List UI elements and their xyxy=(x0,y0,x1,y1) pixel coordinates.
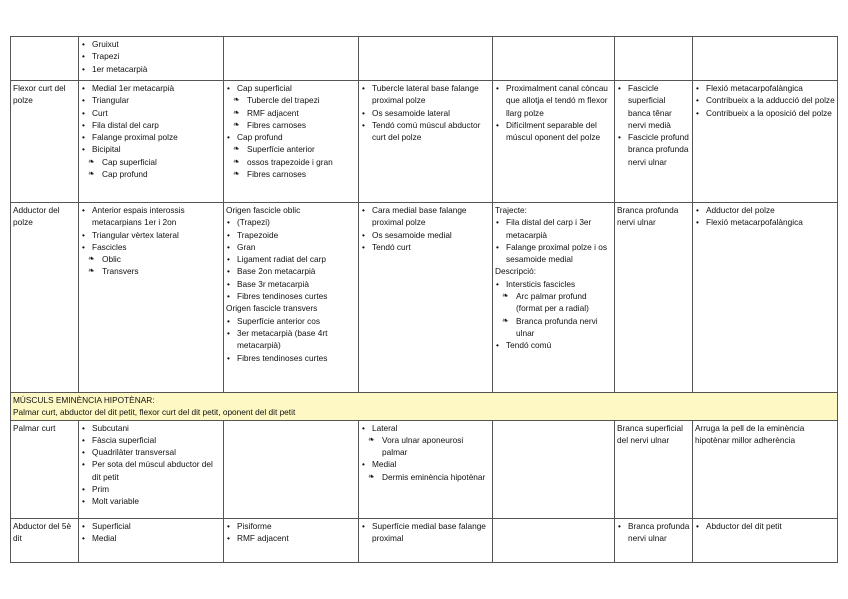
list-item: • Abductor del dit petit xyxy=(695,520,835,532)
cell-adductor-col2 xyxy=(224,203,359,393)
list-item: • Cap profund xyxy=(226,131,356,143)
list-item: • Branca profunda nervi ulnar xyxy=(617,520,690,545)
cell-flexor-col4 xyxy=(493,81,615,203)
cell-palmar-col3 xyxy=(359,420,493,518)
list-item: • Cara medial base falange proximal polze xyxy=(361,204,490,229)
list-item: • Falange proximal polze xyxy=(81,131,221,143)
list-item: • Triangular vèrtex lateral xyxy=(81,229,221,241)
list-item: • Trapezi xyxy=(81,50,221,62)
list-item: • 3er metacarpià (base 4rt metacarpià) xyxy=(226,327,356,352)
list-item: • Flexió metacarpofalàngica xyxy=(695,82,835,94)
list-item: • Fibres tendinoses curtes xyxy=(226,352,356,364)
section-title: MÚSCULS EMINÈNCIA HIPOTÈNAR: xyxy=(13,395,155,405)
list-item: • Curt xyxy=(81,107,221,119)
cell-abductor-col1 xyxy=(79,518,224,562)
cell-flexor-col1 xyxy=(79,81,224,203)
list-item: • Bicipital xyxy=(81,143,221,155)
list-item: • (Trapezi) xyxy=(226,216,356,228)
section-subtitle: Palmar curt, abductor del dit petit, flexor curt del dit petit, oponent del dit petit xyxy=(13,407,296,418)
list-item: • Base 2on metacarpià xyxy=(226,265,356,277)
cell-empty xyxy=(11,37,79,81)
cell-abductor-col2 xyxy=(224,518,359,562)
list-item: • Os sesamoide lateral xyxy=(361,107,490,119)
list-item: • Falange proximal polze i os sesamoide medial xyxy=(495,241,612,266)
list-item: • Intersticis fascicles xyxy=(495,278,612,290)
list-item: ❧ Arc palmar profund (format per a radial) xyxy=(495,290,612,315)
list-item: • 1er metacarpià xyxy=(81,63,221,75)
list-item: ❧ Oblic xyxy=(81,253,221,265)
list-item: • Superficial xyxy=(81,520,221,532)
cell-adductor-col3 xyxy=(359,203,493,393)
list-item: • Os sesamoide medial xyxy=(361,229,490,241)
list-item: ❧ Branca profunda nervi ulnar xyxy=(495,315,612,340)
list-item: ❧ Fibres carnoses xyxy=(226,168,356,180)
list-item: • Tendó comú múscul abductor curt del polze xyxy=(361,119,490,144)
cell-flexor-col3 xyxy=(359,81,493,203)
list-item: • Tubercle lateral base falange proximal polze xyxy=(361,82,490,107)
list-item: • Per sota del múscul abductor del dit petit xyxy=(81,458,221,483)
list-item: • Quadrilàter transversal xyxy=(81,446,221,458)
cell-abductor-col3 xyxy=(359,518,493,562)
muscle-name: Palmar curt xyxy=(11,420,79,518)
list-item: • Gran xyxy=(226,241,356,253)
list-item: ❧ Superfície anterior xyxy=(226,143,356,155)
list-item: • Tendó comú xyxy=(495,339,612,351)
cell-top-col1 xyxy=(79,37,224,81)
cell-flexor-col2 xyxy=(224,81,359,203)
list-item: Branca superficial del nervi ulnar xyxy=(617,422,683,445)
list-item: • Difícilment separable del múscul oponent del polze xyxy=(495,119,612,144)
list-item: ❧ RMF adjacent xyxy=(226,107,356,119)
table-row-palmar xyxy=(11,420,838,518)
list-item: • Fàscia superficial xyxy=(81,434,221,446)
table-row-adductor xyxy=(11,203,838,393)
cell-flexor-col6 xyxy=(693,81,838,203)
list-item: Branca profunda nervi ulnar xyxy=(617,205,679,228)
list-item: • Contribueix a la oposició del polze xyxy=(695,107,835,119)
list-item: • Medial 1er metacarpià xyxy=(81,82,221,94)
list-item: • Prim xyxy=(81,483,221,495)
list-item: ❧ Vora ulnar aponeurosi palmar xyxy=(361,434,490,459)
list-item: • Ligament radiat del carp xyxy=(226,253,356,265)
cell-palmar-col6 xyxy=(693,420,838,518)
muscle-name: Adductor del polze xyxy=(11,203,79,393)
list-item: • Fila distal del carp xyxy=(81,119,221,131)
list-item: • Superfície anterior cos xyxy=(226,315,356,327)
list-item: Origen fascicle transvers xyxy=(226,303,318,314)
table-row-top xyxy=(11,37,838,81)
list-item: • Fila distal del carp i 3er metacarpià xyxy=(495,216,612,241)
list-item: • Medial xyxy=(361,458,490,470)
list-item: • Trapezoide xyxy=(226,229,356,241)
list-item: Trajecte: xyxy=(495,205,527,215)
list-item: • Superfície medial base falange proximal xyxy=(361,520,490,545)
list-item: • Pisiforme xyxy=(226,520,356,532)
table-row-flexor xyxy=(11,81,838,203)
list-item: • Fascicles xyxy=(81,241,221,253)
list-item: • Contribueix a la adducció del polze xyxy=(695,94,835,106)
list-item: • RMF adjacent xyxy=(226,532,356,544)
section-header-row xyxy=(11,393,838,421)
list-item: ❧ Tubercle del trapezi xyxy=(226,94,356,106)
list-item: • Adductor del polze xyxy=(695,204,835,216)
list-item: • Fascicle profund branca profunda nervi ulnar xyxy=(617,131,690,168)
list-item: • Triangular xyxy=(81,94,221,106)
list-item: ❧ Cap superficial xyxy=(81,156,221,168)
list-item: • Cap superficial xyxy=(226,82,356,94)
cell-abductor-col6 xyxy=(693,518,838,562)
list-item: ❧ Cap profund xyxy=(81,168,221,180)
muscle-name: Abductor del 5è dit xyxy=(11,518,79,562)
cell-adductor-col5 xyxy=(615,203,693,393)
list-item: • Subcutani xyxy=(81,422,221,434)
list-item: • Base 3r metacarpià xyxy=(226,278,356,290)
table-row-abductor xyxy=(11,518,838,562)
list-item: Descripció: xyxy=(495,266,537,277)
muscle-name: Flexor curt del polze xyxy=(11,81,79,203)
list-item: ❧ Dermis eminència hipotènar xyxy=(361,471,490,483)
list-item: • Molt variable xyxy=(81,495,221,507)
list-item: • Flexió metacarpofalàngica xyxy=(695,216,835,228)
muscle-table xyxy=(10,36,838,563)
list-item: • Gruixut xyxy=(81,38,221,50)
list-item: ❧ ossos trapezoide i gran xyxy=(226,156,356,168)
list-item: • Anterior espais interossis metacarpians 1er i 2on xyxy=(81,204,221,229)
list-item: Arruga la pell de la eminència hipotènar millor adherència xyxy=(695,422,805,445)
list-item: Origen fascicle oblic xyxy=(226,205,301,215)
list-item: • Tendó curt xyxy=(361,241,490,253)
cell-adductor-col4 xyxy=(493,203,615,393)
cell-adductor-col6 xyxy=(693,203,838,393)
cell-adductor-col1 xyxy=(79,203,224,393)
cell-palmar-col5 xyxy=(615,420,693,518)
list-item: • Proximalment canal còncau que allotja el tendó m flexor llarg polze xyxy=(495,82,612,119)
list-item: • Medial xyxy=(81,532,221,544)
cell-abductor-col5 xyxy=(615,518,693,562)
cell-flexor-col5 xyxy=(615,81,693,203)
list-item: • Fibres tendinoses curtes xyxy=(226,290,356,302)
section-header xyxy=(11,393,838,421)
cell-palmar-col1 xyxy=(79,420,224,518)
list-item: • Lateral xyxy=(361,422,490,434)
list-item: ❧ Fibres carnoses xyxy=(226,119,356,131)
list-item: ❧ Transvers xyxy=(81,265,221,277)
list-item: • Fascicle superficial banca tênar nervi medià xyxy=(617,82,690,131)
